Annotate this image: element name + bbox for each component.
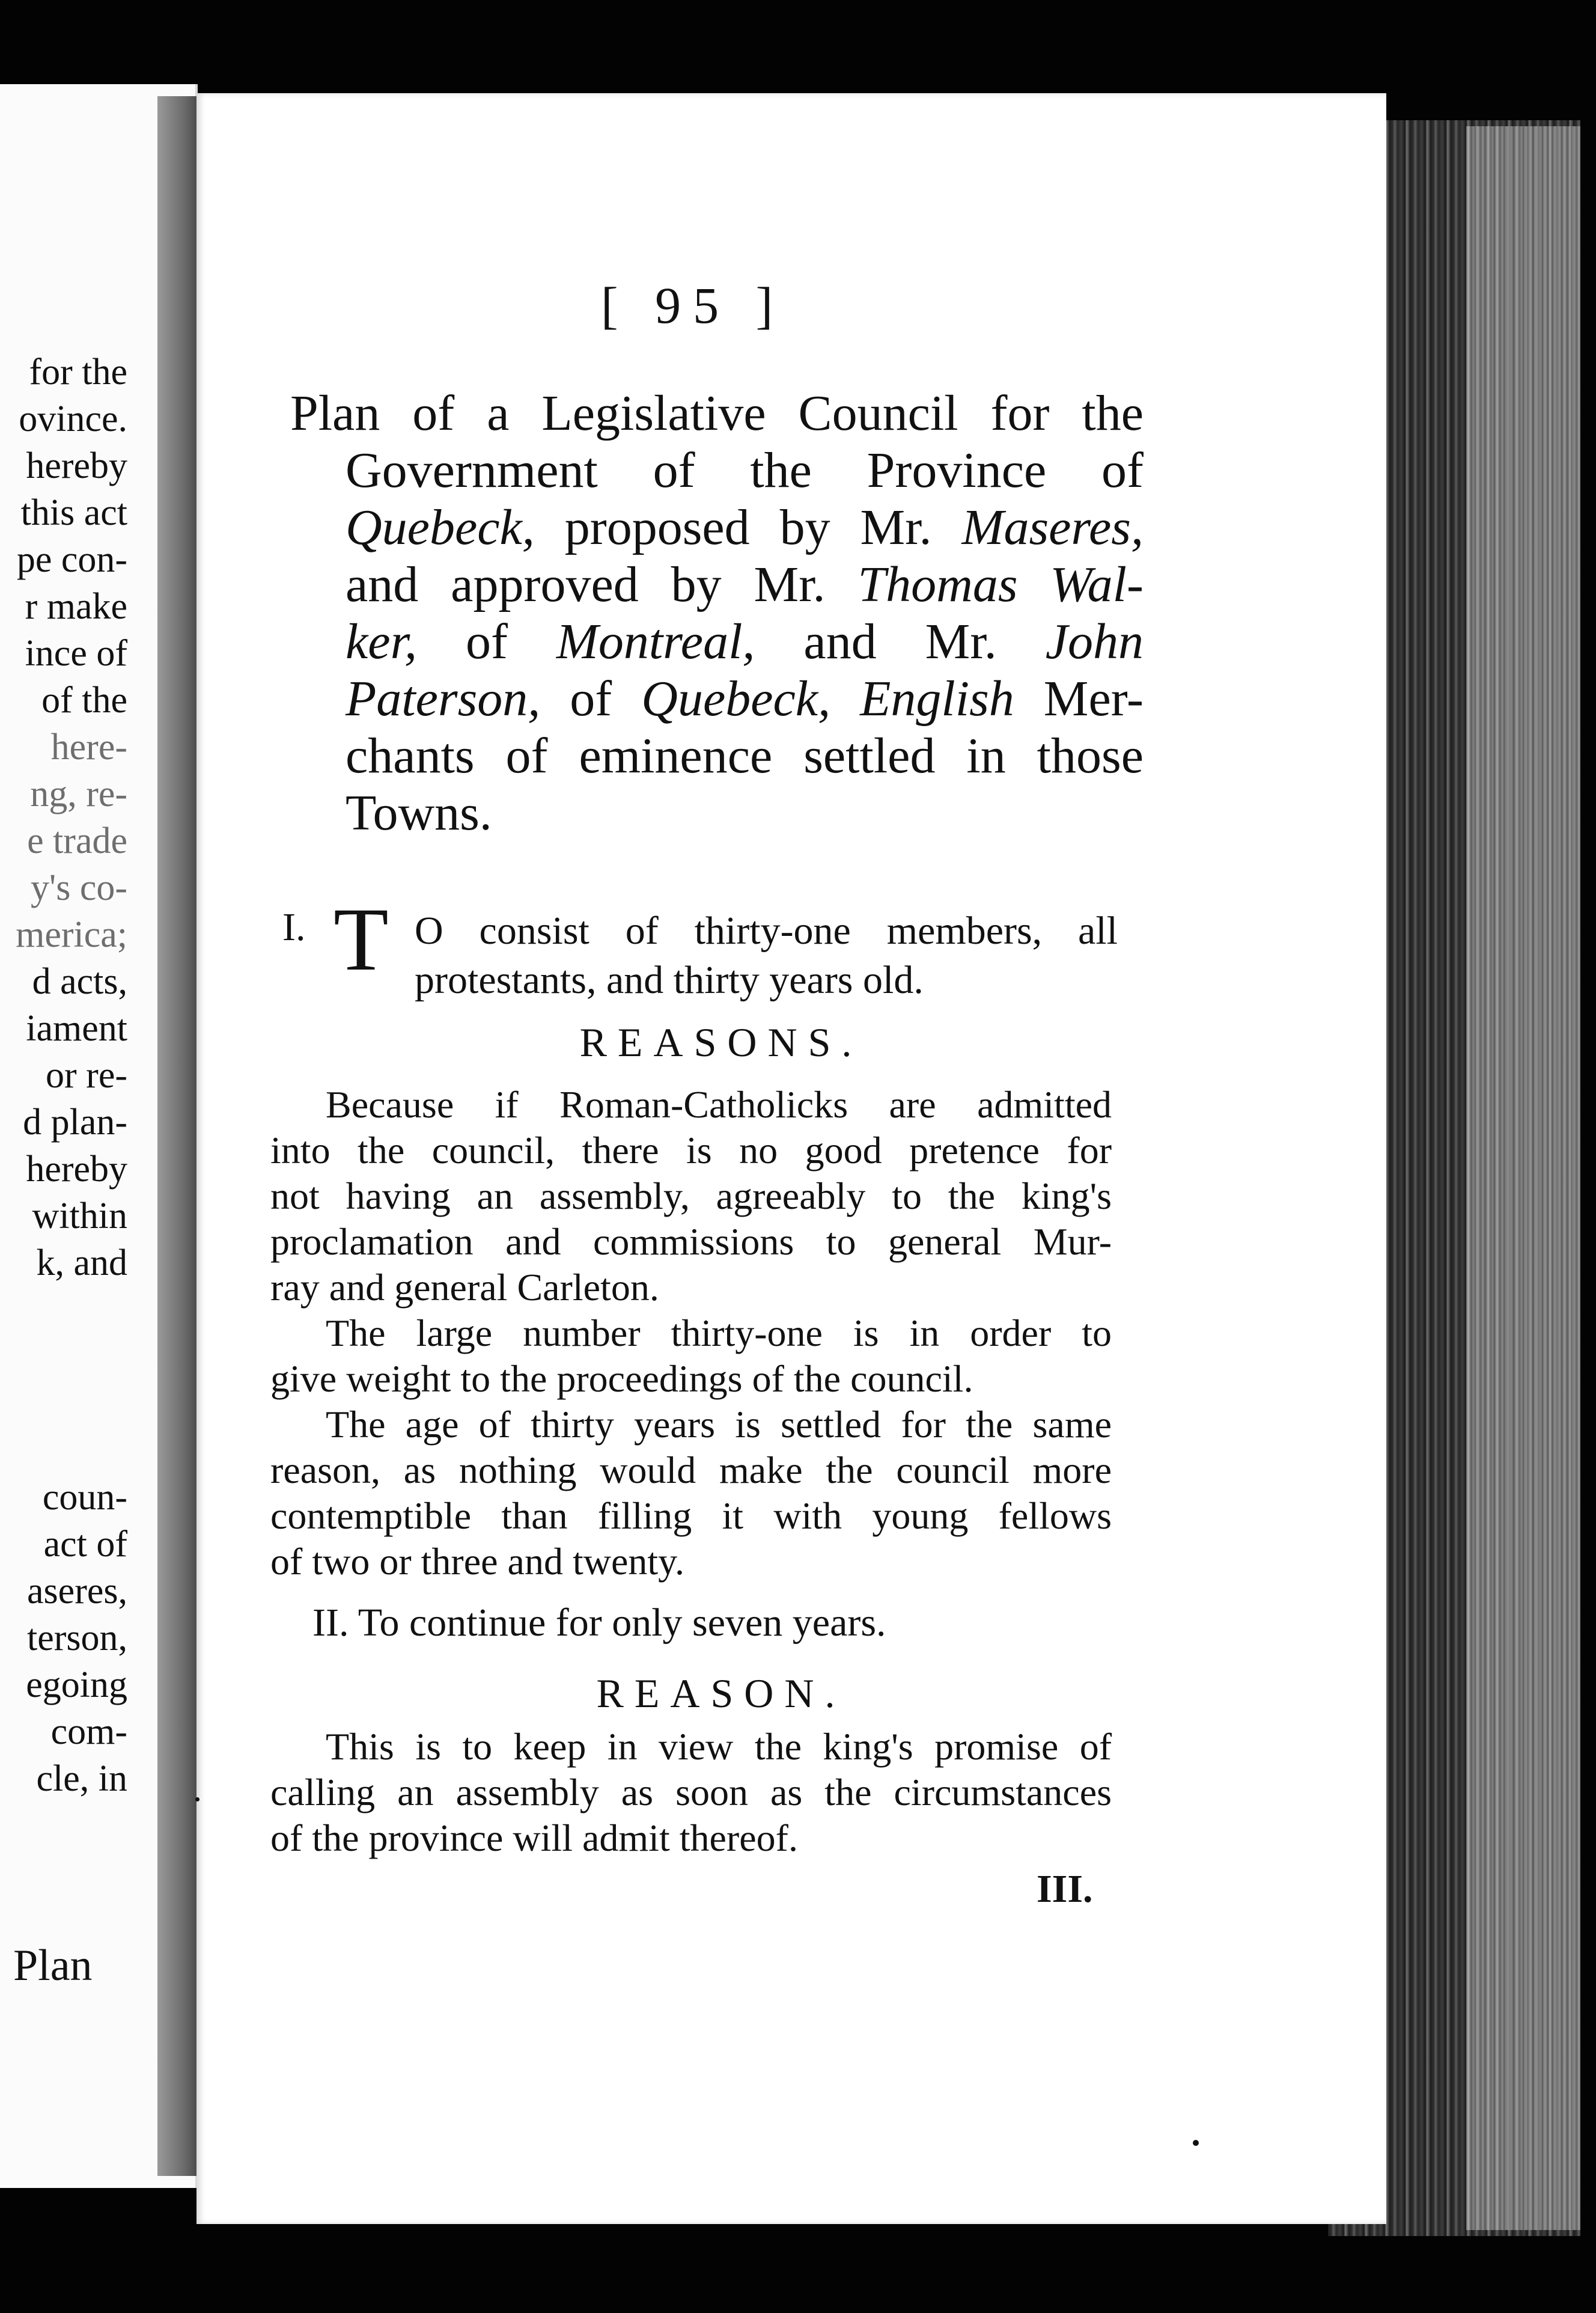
left-line: e trade bbox=[27, 820, 127, 861]
paragraph-line: give weight to the proceedings of the council. bbox=[270, 1357, 973, 1400]
title-line: ker, of Montreal, and Mr. John bbox=[346, 614, 1144, 670]
left-line: ovince. bbox=[19, 399, 127, 439]
paragraph-line: contemptible than filling it with young fellows bbox=[270, 1494, 1112, 1537]
left-line: egoing bbox=[26, 1664, 127, 1705]
left-line: here- bbox=[50, 727, 127, 768]
reason-paragraph bbox=[270, 1724, 1112, 1861]
left-line: d acts, bbox=[32, 961, 127, 1002]
left-line: y's co- bbox=[31, 867, 127, 908]
left-line: aseres, bbox=[27, 1571, 127, 1612]
title-person-name: ker, bbox=[346, 614, 417, 670]
title-line: and approved by Mr. Thomas Wal- bbox=[346, 557, 1144, 613]
reasons-heading: REASONS. bbox=[579, 1019, 863, 1065]
left-line: r make bbox=[25, 586, 127, 627]
left-line: ince of bbox=[25, 633, 127, 674]
page-fore-edge-highlight bbox=[1466, 126, 1580, 2230]
title-line: Quebeck, proposed by Mr. Maseres, bbox=[346, 500, 1144, 555]
left-line: merica; bbox=[16, 914, 127, 955]
paragraph-line: Because if Roman-Catholicks are admitted bbox=[326, 1083, 1112, 1126]
paragraph-line: This is to keep in view the king's promise of bbox=[326, 1725, 1112, 1768]
paragraph-line: The large number thirty-one is in order to bbox=[326, 1312, 1112, 1354]
left-line: terson, bbox=[26, 1618, 127, 1658]
reason-paragraph-3 bbox=[270, 1402, 1112, 1584]
left-line bbox=[0, 1427, 127, 1474]
left-line: act of bbox=[43, 1524, 127, 1565]
title-person-name: Thomas Wal- bbox=[857, 557, 1144, 613]
paragraph-line: not having an assembly, agreeably to the king's bbox=[270, 1175, 1112, 1217]
title-line: Towns. bbox=[346, 785, 492, 841]
article-one-number: I. bbox=[282, 905, 306, 949]
title-line: chants of eminence settled in those bbox=[346, 728, 1144, 784]
title-place-name: Quebeck, bbox=[641, 671, 831, 727]
paragraph-line: of the province will admit thereof. bbox=[270, 1816, 798, 1859]
drop-cap: T bbox=[334, 890, 389, 989]
paragraph-line: of two or three and twenty. bbox=[270, 1540, 684, 1583]
left-line: cle, in bbox=[36, 1758, 127, 1799]
paragraph-line: ray and general Carleton. bbox=[270, 1266, 659, 1309]
title-place-name: Quebeck, bbox=[346, 500, 535, 555]
left-line: this act bbox=[20, 492, 127, 533]
reason-paragraph-1 bbox=[270, 1082, 1112, 1310]
title-nationality: English bbox=[860, 671, 1014, 727]
title-person-name: Maseres, bbox=[961, 500, 1144, 555]
left-page-text bbox=[0, 349, 127, 1802]
article-two: II. To continue for only seven years. bbox=[312, 1601, 886, 1645]
paragraph-line: reason, as nothing would make the council more bbox=[270, 1449, 1112, 1491]
left-line: hereby bbox=[26, 445, 127, 486]
left-line: d plan- bbox=[23, 1102, 127, 1143]
paragraph-line: calling an assembly as soon as the circumstances bbox=[270, 1771, 1112, 1813]
left-line: coun- bbox=[42, 1477, 127, 1518]
article-line: O consist of thirty-one members, all bbox=[415, 909, 1118, 953]
title-line: Government of the Province of bbox=[346, 442, 1144, 498]
ink-speck bbox=[195, 1797, 200, 1801]
catchword: III. bbox=[1037, 1867, 1093, 1911]
left-line: within bbox=[32, 1196, 127, 1236]
left-line: k, and bbox=[36, 1242, 127, 1283]
left-line: or re- bbox=[46, 1055, 127, 1096]
ink-speck bbox=[1193, 2140, 1199, 2146]
left-line bbox=[0, 1333, 127, 1380]
reason-heading: REASON. bbox=[596, 1670, 846, 1716]
left-page-catchword: Plan bbox=[13, 1941, 93, 1990]
left-line bbox=[0, 1286, 127, 1333]
left-line: ng, re- bbox=[30, 774, 127, 814]
title-line: Paterson, of Quebeck, English Mer- bbox=[346, 671, 1144, 727]
title-person-name: John bbox=[1045, 614, 1144, 670]
title-line: Plan of a Legislative Council for the bbox=[290, 385, 1144, 441]
left-line bbox=[0, 1380, 127, 1427]
left-line: com- bbox=[50, 1711, 127, 1752]
left-line: iament bbox=[26, 1008, 127, 1049]
article-one-text bbox=[415, 906, 1118, 1005]
paragraph-line: into the council, there is no good pretence for bbox=[270, 1129, 1112, 1172]
reason-paragraph-2 bbox=[270, 1310, 1112, 1402]
paragraph-line: The age of thirty years is settled for the same bbox=[326, 1403, 1112, 1446]
title-place-name: Montreal, bbox=[556, 614, 755, 670]
page-number: [ 95 ] bbox=[601, 277, 785, 334]
left-line: of the bbox=[41, 680, 127, 721]
left-line: hereby bbox=[26, 1149, 127, 1190]
left-line: pe con- bbox=[16, 539, 127, 580]
page-title bbox=[290, 385, 1144, 842]
left-line: for the bbox=[29, 352, 127, 393]
paragraph-line: proclamation and commissions to general Mur- bbox=[270, 1220, 1112, 1263]
title-person-name: Paterson, bbox=[346, 671, 541, 727]
article-line: protestants, and thirty years old. bbox=[415, 958, 924, 1002]
